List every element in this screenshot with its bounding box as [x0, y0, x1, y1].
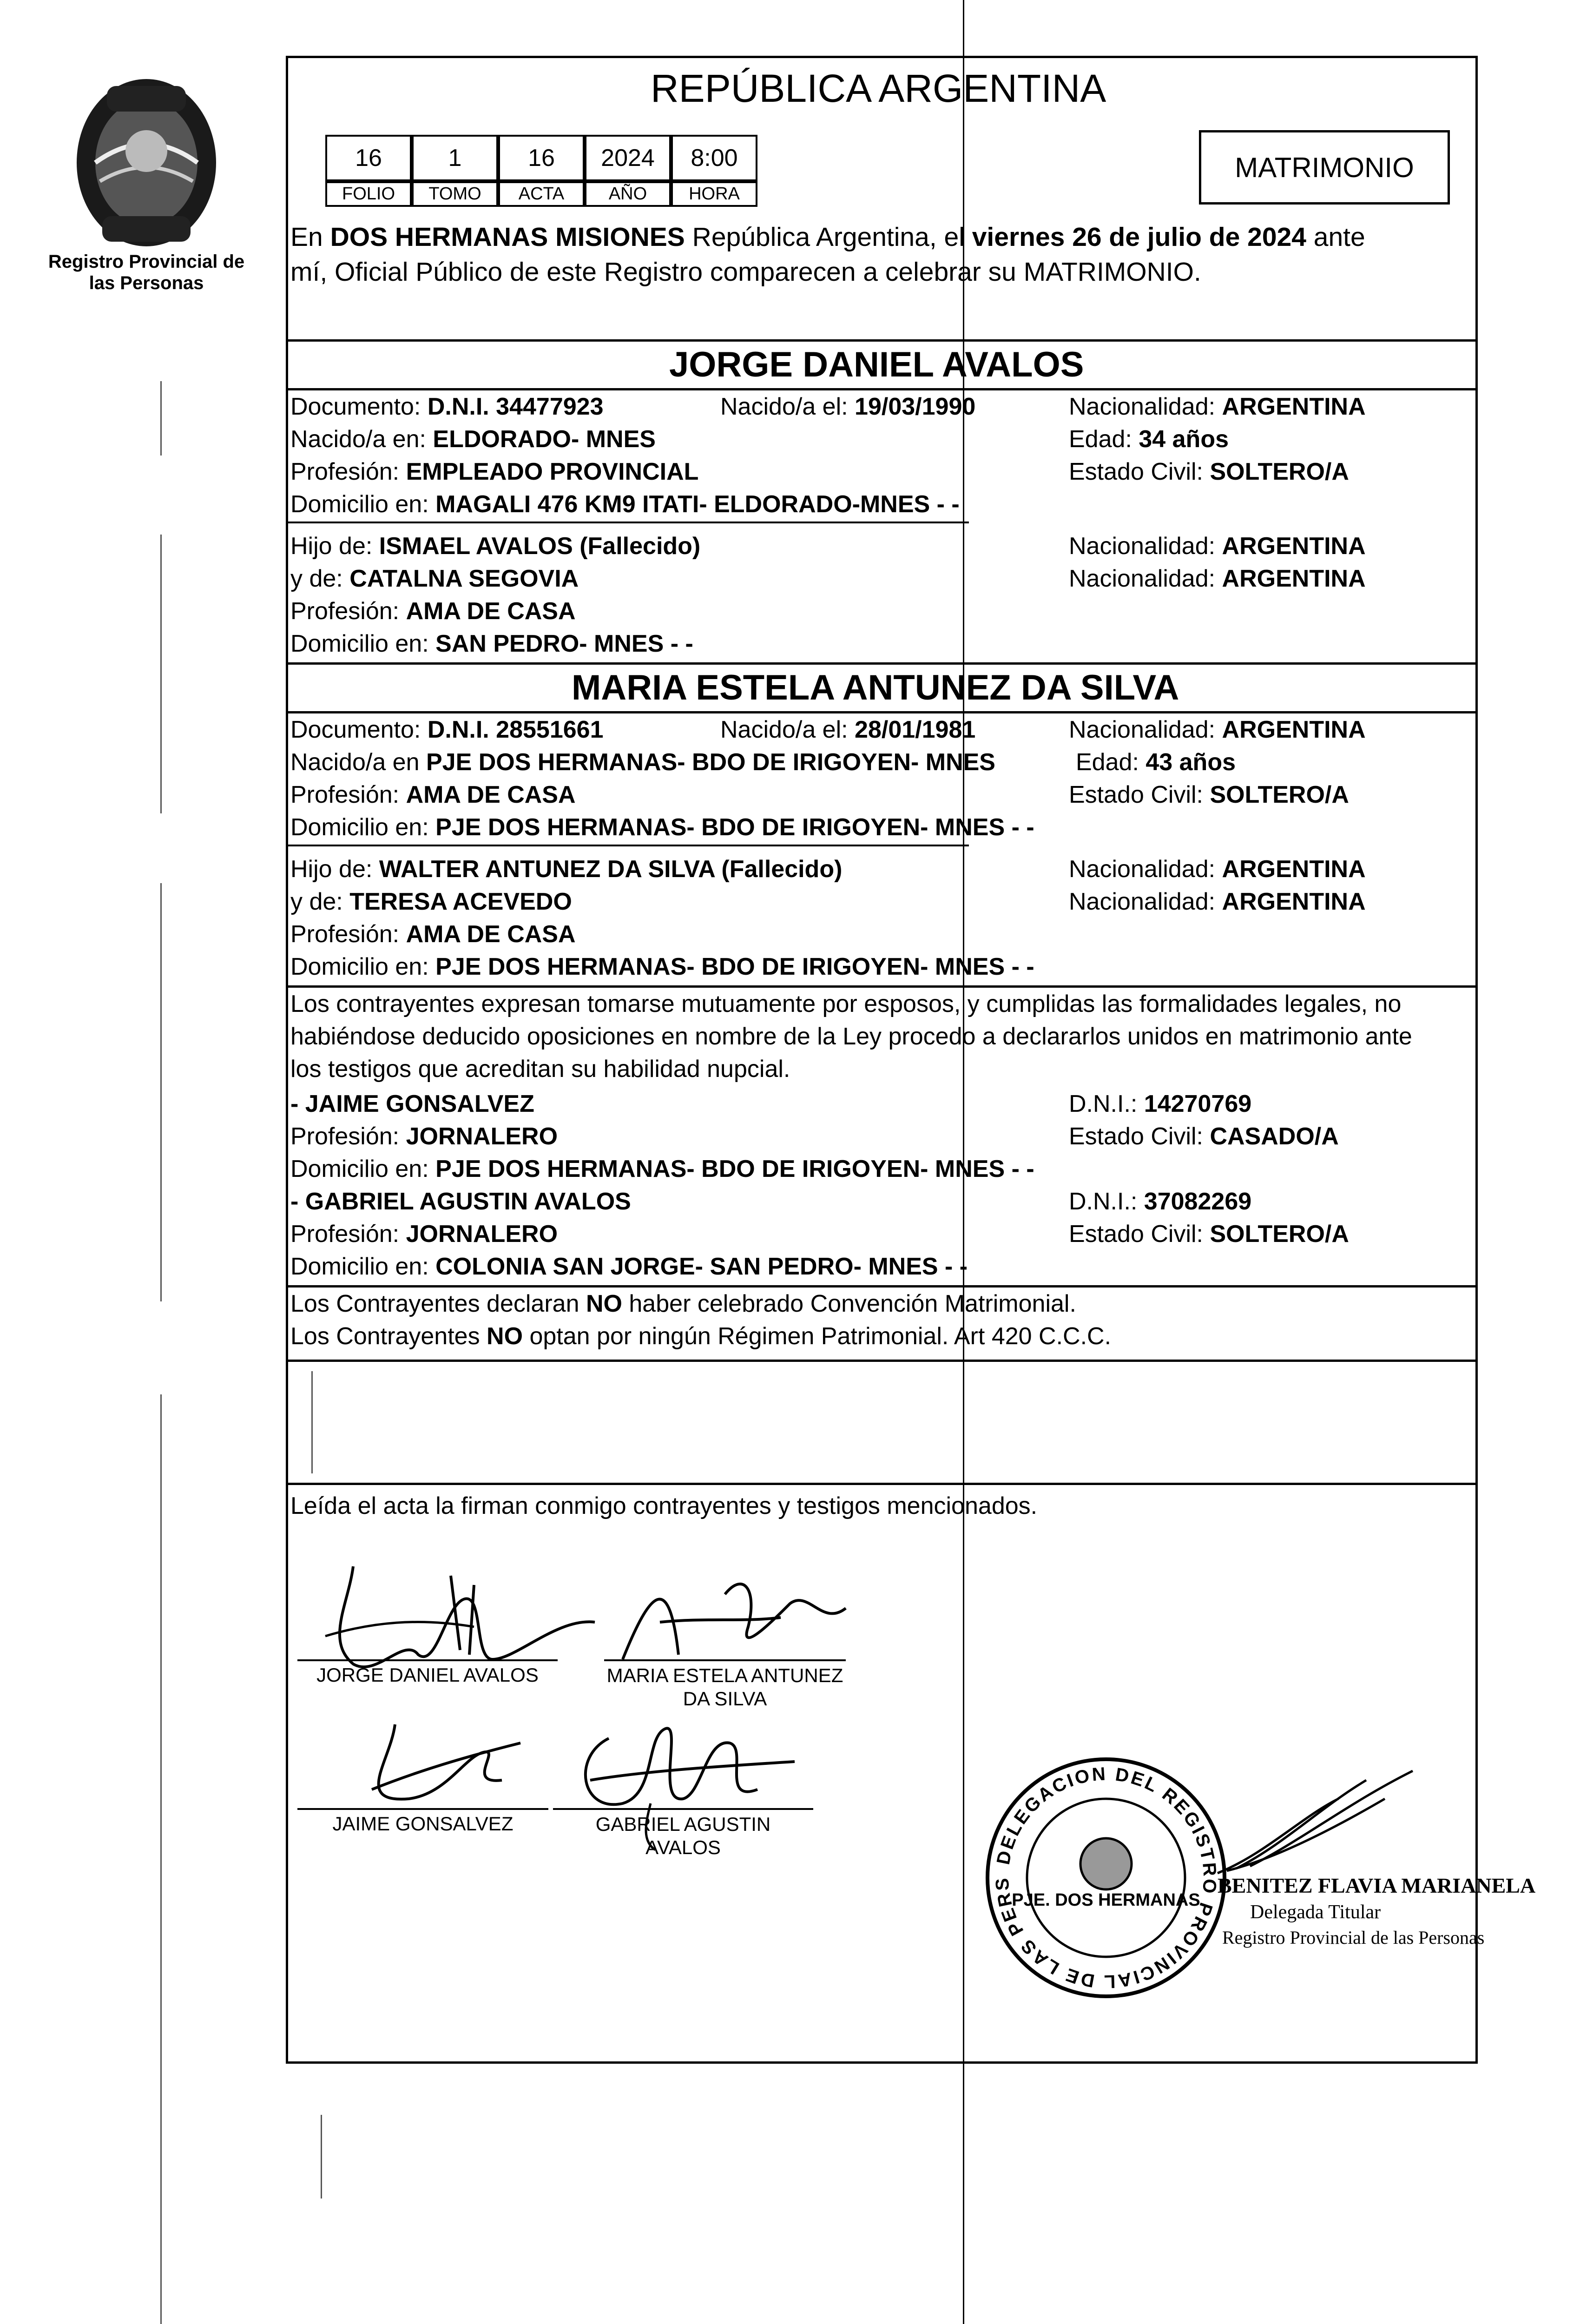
witness-2-domicile: Domicilio en: COLONIA SAN JORGE- SAN PEDRO- MNES - -: [290, 1253, 968, 1280]
divider: [286, 339, 1478, 342]
divider: [286, 388, 1478, 390]
closing-text: Leída el acta la firman conmigo contrayentes y testigos mencionados.: [290, 1492, 1038, 1519]
signature-line: [297, 1659, 558, 1661]
official-signature: [1208, 1762, 1441, 1882]
bride-born-in: Nacido/a en PJE DOS HERMANAS- BDO DE IRIGOYEN- MNES: [290, 749, 995, 776]
witness-1-civil-status: Estado Civil: CASADO/A: [1069, 1123, 1339, 1150]
acta-value: 16: [498, 135, 585, 181]
witness-2-profession: Profesión: JORNALERO: [290, 1221, 558, 1248]
logo-caption: Registro Provincial de las Personas: [48, 251, 245, 293]
divider: [286, 662, 1478, 665]
declaration-line-1: Los contrayentes expresan tomarse mutuamente por esposos, y cumplidas las formalidades legales, no: [290, 990, 1402, 1017]
registry-stamp-icon: [976, 1748, 1236, 2008]
folio-value: 16: [325, 135, 412, 181]
groom-father: Hijo de: ISMAEL AVALOS (Fallecido): [290, 533, 701, 560]
divider: [286, 985, 1478, 988]
scan-mark: [160, 381, 162, 456]
scan-mark: [321, 2115, 322, 2199]
declaration-line-2: habiéndose deducido oposiciones en nombre de la Ley procedo a declararlos unidos en matrimonio ante: [290, 1023, 1412, 1050]
bride-doc: Documento: D.N.I. 28551661: [290, 716, 604, 743]
bride-born-on: Nacido/a el: 28/01/1981: [720, 716, 976, 743]
svg-text:DELEGACION DEL REGISTRO PROVIN: DELEGACION DEL REGISTRO PROVINCIAL DE LAS PERS: [992, 1763, 1220, 1992]
groom-age: Edad: 34 años: [1069, 426, 1229, 453]
tomo-label: TOMO: [412, 181, 498, 207]
divider: [286, 711, 1478, 713]
groom-civil-status: Estado Civil: SOLTERO/A: [1069, 458, 1349, 485]
divider: [286, 1483, 1478, 1485]
witness-2-name: - GABRIEL AGUSTIN AVALOS: [290, 1188, 631, 1215]
ano-label: AÑO: [585, 181, 671, 207]
ano-value: 2024: [585, 135, 671, 181]
witness-1-signature-label: JAIME GONSALVEZ: [332, 1813, 514, 1835]
folio-label: FOLIO: [325, 181, 412, 207]
acta-label: ACTA: [498, 181, 585, 207]
frame-right-border: [1475, 56, 1478, 2064]
divider: [286, 1285, 1478, 1287]
scan-mark: [311, 1371, 313, 1473]
provincial-seal-icon: [51, 70, 242, 265]
bride-nationality: Nacionalidad: ARGENTINA: [1069, 716, 1366, 743]
witness-1-name: - JAIME GONSALVEZ: [290, 1090, 534, 1117]
witness-1-profession: Profesión: JORNALERO: [290, 1123, 558, 1150]
scan-mark: [160, 883, 162, 1301]
bride-mother: y de: TERESA ACEVEDO: [290, 888, 572, 915]
hora-value: 8:00: [671, 135, 757, 181]
signature-line: [297, 1808, 548, 1810]
bride-domicile: Domicilio en: PJE DOS HERMANAS- BDO DE IRIGOYEN- MNES - -: [290, 814, 1034, 841]
bride-signature-label: MARIA ESTELA ANTUNEZ DA SILVA: [606, 1664, 843, 1710]
bride-signature: [604, 1552, 864, 1673]
bride-mother-profession: Profesión: AMA DE CASA: [290, 921, 576, 948]
convention-line-1: Los Contrayentes declaran NO haber celebrado Convención Matrimonial.: [290, 1290, 1076, 1317]
intro-line-1: En DOS HERMANAS MISIONES República Argentina, el viernes 26 de julio de 2024 ante: [290, 222, 1365, 252]
signature-line: [604, 1659, 846, 1661]
official-org: Registro Provincial de las Personas: [1222, 1927, 1485, 1948]
witness-1-domicile: Domicilio en: PJE DOS HERMANAS- BDO DE IRIGOYEN- MNES - -: [290, 1155, 1034, 1182]
bride-age: Edad: 43 años: [1076, 749, 1236, 776]
scan-mark: [160, 535, 162, 813]
bride-mother-nationality: Nacionalidad: ARGENTINA: [1069, 888, 1366, 915]
groom-mother-profession: Profesión: AMA DE CASA: [290, 598, 576, 625]
groom-mother-nationality: Nacionalidad: ARGENTINA: [1069, 565, 1366, 592]
intro-line-2: mí, Oficial Público de este Registro comparecen a celebrar su MATRIMONIO.: [290, 257, 1201, 287]
bride-father: Hijo de: WALTER ANTUNEZ DA SILVA (Fallecido): [290, 856, 843, 883]
page-title: REPÚBLICA ARGENTINA: [651, 66, 1106, 110]
groom-nationality: Nacionalidad: ARGENTINA: [1069, 393, 1366, 420]
tomo-value: 1: [412, 135, 498, 181]
frame-bottom-border: [286, 2061, 1478, 2064]
divider: [286, 1360, 1478, 1362]
groom-signature-label: JORGE DANIEL AVALOS: [316, 1664, 539, 1686]
act-type-label: MATRIMONIO: [1235, 152, 1414, 183]
bride-civil-status: Estado Civil: SOLTERO/A: [1069, 781, 1349, 808]
convention-line-2: Los Contrayentes NO optan por ningún Régimen Patrimonial. Art 420 C.C.C.: [290, 1323, 1112, 1350]
registry-logo: [51, 70, 242, 265]
bride-father-nationality: Nacionalidad: ARGENTINA: [1069, 856, 1366, 883]
witness-1-signature: [325, 1715, 558, 1817]
signature-line: [553, 1808, 813, 1810]
declaration-line-3: los testigos que acreditan su habilidad nupcial.: [290, 1056, 790, 1083]
bride-name: MARIA ESTELA ANTUNEZ DA SILVA: [572, 668, 1179, 707]
svg-text:PJE. DOS HERMANAS: PJE. DOS HERMANAS: [1012, 1890, 1200, 1910]
bride-mother-domicile: Domicilio en: PJE DOS HERMANAS- BDO DE IRIGOYEN- MNES - -: [290, 953, 1034, 980]
groom-mother: y de: CATALNA SEGOVIA: [290, 565, 579, 592]
witness-1-dni: D.N.I.: 14270769: [1069, 1090, 1252, 1117]
scan-mark: [160, 1394, 162, 2324]
frame-left-border: [286, 56, 288, 2064]
witness-2-civil-status: Estado Civil: SOLTERO/A: [1069, 1221, 1349, 1248]
official-name: BENITEZ FLAVIA MARIANELA: [1218, 1874, 1536, 1897]
hora-label: HORA: [671, 181, 757, 207]
groom-profession: Profesión: EMPLEADO PROVINCIAL: [290, 458, 699, 485]
groom-born-on: Nacido/a el: 19/03/1990: [720, 393, 976, 420]
act-type-box: [1199, 130, 1450, 205]
official-role: Delegada Titular: [1250, 1901, 1381, 1923]
witness-2-dni: D.N.I.: 37082269: [1069, 1188, 1252, 1215]
groom-name: JORGE DANIEL AVALOS: [669, 345, 1084, 384]
divider: [286, 522, 969, 523]
groom-domicile: Domicilio en: MAGALI 476 KM9 ITATI- ELDORADO-MNES - -: [290, 491, 960, 518]
groom-father-nationality: Nacionalidad: ARGENTINA: [1069, 533, 1366, 560]
groom-doc: Documento: D.N.I. 34477923: [290, 393, 604, 420]
frame-top-border: [286, 56, 1478, 58]
registry-grid: [325, 135, 757, 207]
groom-mother-domicile: Domicilio en: SAN PEDRO- MNES - -: [290, 630, 693, 657]
bride-profession: Profesión: AMA DE CASA: [290, 781, 576, 808]
divider: [286, 845, 969, 846]
witness-2-signature-label: GABRIEL AGUSTIN AVALOS: [595, 1813, 771, 1858]
groom-born-in: Nacido/a en: ELDORADO- MNES: [290, 426, 656, 453]
official-stamp: [976, 1748, 1236, 2008]
